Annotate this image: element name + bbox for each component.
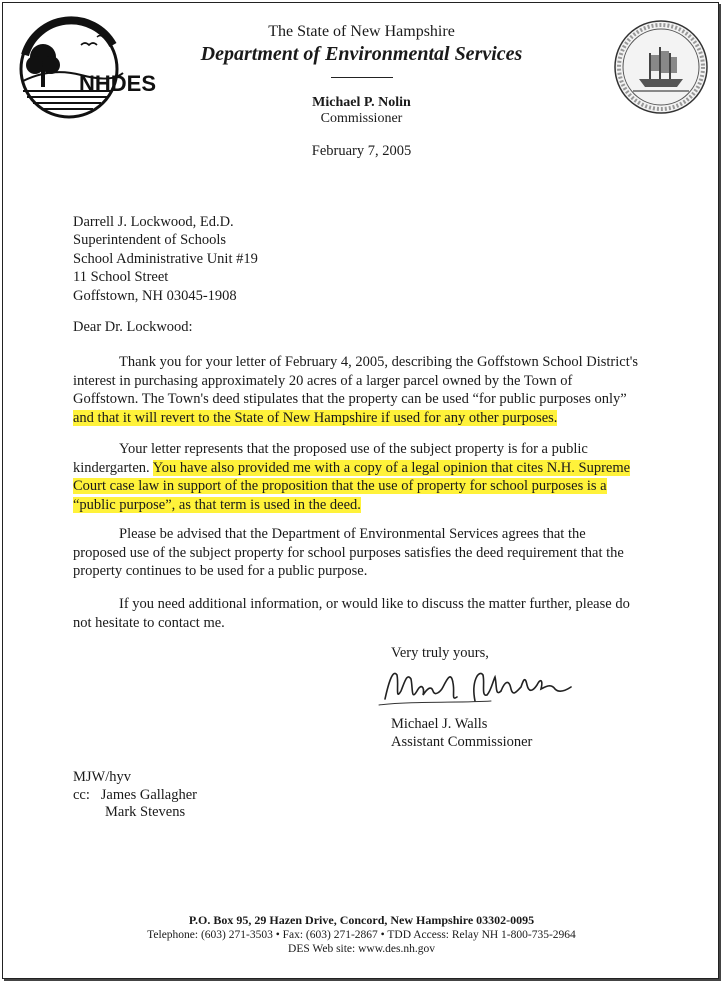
initials-cc-block <box>73 769 197 822</box>
cc-recipient: James Gallagher <box>100 786 198 803</box>
letter-footer <box>3 913 720 957</box>
paragraph-line-plain: kindergarten. <box>73 459 153 476</box>
recipient-address <box>73 213 258 305</box>
recipient-name: Darrell J. Lockwood, Ed.D. <box>73 214 234 230</box>
commissioner-title: Commissioner <box>320 111 403 126</box>
recipient-title: Superintendent of Schools <box>73 232 227 249</box>
paragraph-3 <box>73 525 663 581</box>
cc-label: cc: <box>73 786 90 803</box>
recipient-org: School Administrative Unit #19 <box>73 250 258 267</box>
paragraph-line: not hesitate to contact me. <box>73 614 225 631</box>
letter-date: February 7, 2005 <box>311 143 412 159</box>
footer-address: P.O. Box 95, 29 Hazen Drive, Concord, New Hampshire 03302-0095 <box>188 913 535 927</box>
commissioner-name: Michael P. Nolin <box>312 95 411 110</box>
recipient-city: Goffstown, NH 03045-1908 <box>73 287 237 304</box>
recipient-street: 11 School Street <box>73 269 169 286</box>
state-name: The State of New Hampshire <box>268 23 455 40</box>
paragraph-line: proposed use of the subject property for school purposes satisfies the deed requirement that the <box>73 544 624 561</box>
letter-page <box>2 2 719 979</box>
closing: Very truly yours, <box>391 645 489 661</box>
highlighted-line: Court case law in support of the proposition that the use of property for school purposes is a <box>73 478 607 494</box>
paragraph-1 <box>73 353 663 427</box>
signer-title: Assistant Commissioner <box>391 734 533 751</box>
handwritten-signature <box>371 661 601 715</box>
paragraph-line: Please be advised that the Department of Environmental Services agrees that the <box>119 526 586 542</box>
signature-icon <box>371 661 601 715</box>
highlighted-line: and that it will revert to the State of New Hampshire if used for any other purposes. <box>73 409 558 426</box>
paragraph-line: property continues to be used for a public purpose. <box>73 563 368 579</box>
signer-name: Michael J. Walls <box>391 716 488 732</box>
footer-phones: Telephone: (603) 271-3503 • Fax: (603) 271-2867 • TDD Access: Relay NH 1-800-735-2964 <box>147 928 576 941</box>
paragraph-line: Thank you for your letter of February 4, 2005, describing the Goffstown School District's <box>119 354 639 370</box>
highlighted-line: “public purpose”, as that term is used in the deed. <box>73 496 361 513</box>
paragraph-line: Your letter represents that the proposed use of the subject property is for a public <box>119 441 588 457</box>
paragraph-2 <box>73 440 663 514</box>
paragraph-line: If you need additional information, or would like to discuss the matter further, please do <box>119 596 630 612</box>
typist-initials: MJW/hyv <box>73 769 131 785</box>
paragraph-line: interest in purchasing approximately 20 acres of a larger parcel owned by the Town of <box>73 372 573 389</box>
footer-website: DES Web site: www.des.nh.gov <box>288 943 435 956</box>
department-name: Department of Environmental Services <box>200 43 523 65</box>
logo-text: NHDES <box>79 71 157 96</box>
paragraph-4 <box>73 595 663 632</box>
signer-block <box>391 715 532 752</box>
header-divider <box>331 77 393 78</box>
paragraph-line: Goffstown. The Town's deed stipulates that the property can be used “for public purposes only” <box>73 391 627 407</box>
cc-recipient: Mark Stevens <box>105 804 186 821</box>
highlighted-line: You have also provided me with a copy of a legal opinion that cites N.H. Supreme <box>152 459 631 476</box>
salutation: Dear Dr. Lockwood: <box>73 319 193 335</box>
